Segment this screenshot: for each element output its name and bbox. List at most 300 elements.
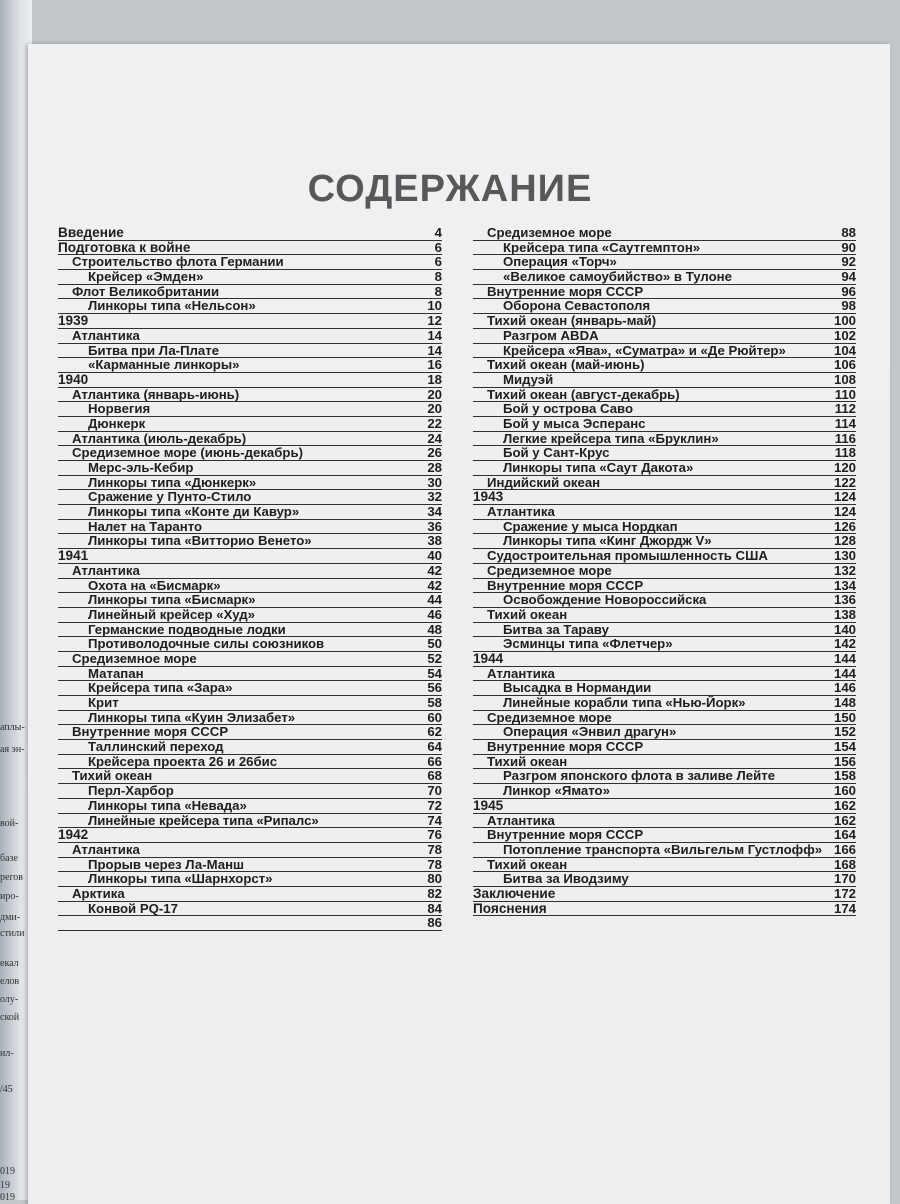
toc-entry [473, 505, 856, 520]
toc-entry [58, 623, 442, 638]
toc-entry-title: Линкоры типа «Куин Элизабет» [88, 709, 296, 725]
toc-entry-page: 62 [427, 724, 442, 740]
toc-entry-page: 10 [427, 298, 442, 314]
toc-entry-title: Бой у мыса Эсперанс [503, 415, 646, 431]
toc-entry-page: 98 [841, 298, 856, 314]
toc-entry-page: 130 [833, 548, 856, 564]
toc-entry-title: 1939 [58, 313, 89, 329]
toc-entry [473, 432, 856, 447]
toc-entry-title: 1941 [58, 548, 89, 564]
toc-entry [473, 314, 856, 329]
toc-entry [473, 725, 856, 740]
toc-entry [58, 520, 442, 535]
toc-entry-page: 14 [427, 342, 442, 358]
toc-entry-title: Налет на Таранто [88, 518, 203, 534]
toc-entry-page: 68 [427, 768, 442, 784]
toc-entry-page: 28 [427, 460, 442, 475]
toc-entry-page: 94 [841, 269, 856, 285]
edge-text-fragment: 019 [0, 1166, 15, 1177]
toc-entry-title: Сражение у мыса Нордкап [503, 518, 678, 534]
toc-entry [473, 608, 856, 623]
toc-entry-title: Оборона Севастополя [503, 298, 651, 314]
toc-entry-page: 172 [833, 885, 856, 901]
toc-entry-title: Дюнкерк [88, 415, 146, 431]
toc-entry [58, 505, 442, 520]
toc-entry [58, 681, 442, 696]
toc-entry-title: Линкоры типа «Саут Дакота» [503, 460, 694, 475]
toc-entry-title: Мидуэй [503, 371, 554, 387]
toc-entry-page: 138 [833, 606, 856, 622]
toc-entry-page: 114 [834, 415, 856, 431]
toc-column-left [58, 226, 442, 931]
toc-column-right [473, 226, 856, 916]
toc-entry [58, 270, 442, 285]
toc-entry [58, 608, 442, 623]
edge-text-fragment: ая эн- [0, 744, 25, 755]
toc-entry [473, 534, 856, 549]
toc-entry-page: 60 [427, 709, 442, 725]
toc-entry-title: Линкоры типа «Невада» [88, 797, 247, 813]
toc-entry [58, 872, 442, 887]
toc-entry [58, 461, 442, 476]
toc-entry [58, 373, 442, 388]
toc-entry-page: 128 [833, 533, 856, 549]
toc-entry-page: 116 [834, 430, 856, 446]
toc-entry-title: Линкоры типа «Бисмарк» [88, 592, 256, 608]
toc-entry-title: Освобождение Новороссийска [503, 592, 707, 608]
toc-entry-page: 22 [427, 415, 442, 431]
toc-entry-title: Линейные крейсера типа «Рипалс» [88, 812, 319, 828]
toc-entry-title: Крейсер «Эмден» [88, 269, 204, 285]
toc-entry-title: Атлантика [72, 562, 140, 578]
toc-entry-page: 50 [427, 636, 442, 652]
edge-text-fragment: дми- [0, 912, 21, 923]
toc-entry-title: Внутренние моря СССР [487, 827, 644, 843]
toc-entry-page: 52 [427, 650, 442, 666]
toc-entry-title: Подготовка к войне [58, 239, 191, 255]
toc-entry [58, 476, 442, 491]
toc-entry-title: Противолодочные силы союзников [88, 636, 325, 652]
toc-entry [58, 637, 442, 652]
toc-entry-title: Линкоры типа «Дюнкерк» [88, 474, 257, 490]
edge-text-fragment: /45 [0, 1084, 13, 1095]
toc-entry-title: Эсминцы типа «Флетчер» [503, 636, 673, 652]
toc-entry [473, 299, 856, 314]
toc-entry [58, 858, 442, 873]
toc-entry-title: Пояснения [473, 900, 547, 916]
toc-entry [473, 270, 856, 285]
toc-entry-title: Атлантика (январь-июнь) [72, 386, 240, 402]
toc-entry-page: 100 [833, 313, 856, 329]
toc-entry-page: 30 [427, 474, 442, 490]
toc-entry-title: Атлантика [72, 841, 140, 857]
toc-entry [58, 843, 442, 858]
toc-entry-title: Операция «Торч» [503, 254, 617, 270]
toc-entry-page: 156 [833, 753, 856, 769]
toc-entry-title: Линкоры типа «Нельсон» [88, 298, 256, 314]
toc-entry [58, 299, 442, 314]
toc-entry-page: 148 [833, 695, 856, 710]
toc-entry-page: 32 [427, 489, 442, 505]
toc-entry-page: 20 [427, 386, 442, 402]
toc-entry-page: 72 [427, 797, 442, 813]
toc-entry-title: Таллинский переход [88, 739, 224, 755]
toc-entry-page: 44 [427, 592, 442, 608]
toc-entry-page: 8 [434, 283, 442, 299]
toc-entry-title: Перл-Харбор [88, 783, 174, 799]
toc-entry-title: Бой у Сант-Крус [503, 445, 610, 461]
toc-entry-title: Легкие крейсера типа «Бруклин» [503, 430, 719, 446]
toc-entry-title: Тихий океан [487, 856, 568, 872]
toc-entry-title: «Карманные линкоры» [88, 357, 240, 373]
toc-entry-page: 174 [833, 900, 856, 916]
toc-entry-page: 144 [833, 665, 856, 681]
toc-entry-page: 70 [427, 783, 442, 799]
toc-entry [473, 652, 856, 667]
toc-entry [473, 402, 856, 417]
toc-entry [58, 358, 442, 373]
toc-entry [473, 667, 856, 682]
toc-entry-page: 146 [833, 680, 856, 696]
toc-entry-page: 42 [427, 562, 442, 578]
toc-entry [473, 755, 856, 770]
toc-entry [473, 799, 856, 814]
toc-entry-title: Линкор «Ямато» [503, 783, 610, 799]
toc-entry-title: Средиземное море [487, 562, 612, 578]
toc-entry-title: Разгром ABDA [503, 327, 599, 343]
toc-entry-page: 76 [427, 827, 442, 843]
toc-entry-title: Тихий океан [487, 753, 568, 769]
toc-entry [473, 549, 856, 564]
toc-entry-page: 106 [833, 357, 856, 373]
toc-entry [58, 740, 442, 755]
toc-entry [58, 916, 442, 931]
toc-entry-page: 152 [833, 724, 856, 740]
toc-entry-page: 170 [833, 871, 856, 887]
toc-entry [58, 814, 442, 829]
toc-entry [473, 828, 856, 843]
edge-text-fragment: ской [0, 1012, 20, 1023]
toc-entry-page: 48 [427, 621, 442, 637]
toc-entry [473, 285, 856, 300]
toc-entry [473, 858, 856, 873]
toc-entry [58, 417, 442, 432]
toc-entry-title: Внутренние моря СССР [487, 739, 644, 755]
toc-entry-title: Конвой PQ-17 [88, 900, 178, 916]
toc-entry [473, 814, 856, 829]
toc-entry-title: Средиземное море [487, 709, 612, 725]
toc-entry-page: 102 [833, 327, 856, 343]
edge-text-fragment: екал [0, 958, 19, 969]
toc-entry [58, 667, 442, 682]
toc-entry [58, 799, 442, 814]
toc-entry-title: Средиземное море [72, 650, 197, 666]
edge-text-fragment: елов [0, 976, 20, 987]
edge-text-fragment: иро- [0, 891, 19, 902]
toc-entry-title: Тихий океан [487, 606, 568, 622]
toc-entry-title: Атлантика (июль-декабрь) [72, 430, 247, 446]
toc-entry-title: Крит [88, 695, 119, 710]
toc-entry-page: 24 [427, 430, 442, 446]
toc-entry [473, 637, 856, 652]
toc-entry [58, 564, 442, 579]
toc-entry-page: 56 [427, 680, 442, 696]
toc-entry [58, 388, 442, 403]
toc-entry [473, 887, 856, 902]
toc-entry-page: 34 [427, 504, 442, 520]
toc-entry-title: Битва за Тараву [503, 621, 609, 637]
toc-entry-title: 1942 [58, 827, 89, 843]
toc-entry [58, 314, 442, 329]
toc-entry-page: 88 [841, 225, 856, 240]
toc-entry [58, 769, 442, 784]
toc-entry-title: Норвегия [88, 401, 151, 417]
toc-entry-page: 168 [833, 856, 856, 872]
toc-entry [473, 490, 856, 505]
toc-entry-title: Атлантика [487, 812, 555, 828]
toc-entry [473, 564, 856, 579]
toc-entry-title: Бой у острова Саво [503, 401, 634, 417]
toc-entry [58, 755, 442, 770]
toc-entry [473, 344, 856, 359]
toc-entry-title: Линкоры типа «Шарнхорст» [88, 871, 273, 887]
toc-entry-page: 36 [427, 518, 442, 534]
toc-entry-page: 160 [833, 783, 856, 799]
toc-entry [473, 388, 856, 403]
toc-entry [473, 373, 856, 388]
toc-entry-title: Индийский океан [487, 474, 601, 490]
toc-entry-page: 6 [434, 239, 442, 255]
toc-entry-page: 124 [833, 504, 856, 520]
toc-entry-page: 20 [427, 401, 442, 417]
toc-entry-page: 162 [833, 797, 856, 813]
toc-entry-page: 54 [427, 665, 442, 681]
toc-entry [58, 652, 442, 667]
edge-text-fragment: ил- [0, 1048, 14, 1059]
toc-entry [473, 769, 856, 784]
toc-entry-title: Охота на «Бисмарк» [88, 577, 221, 593]
toc-entry [58, 696, 442, 711]
toc-entry-title: Атлантика [72, 327, 140, 343]
toc-entry-title: Крейсера типа «Зара» [88, 680, 233, 696]
toc-entry-page: 82 [427, 885, 442, 901]
toc-entry-title: Матапан [88, 665, 144, 681]
toc-entry [473, 520, 856, 535]
toc-entry-page: 122 [833, 474, 856, 490]
toc-entry [473, 255, 856, 270]
edge-text-fragment: 019 [0, 1192, 15, 1203]
toc-entry-page: 140 [833, 621, 856, 637]
toc-entry-title: Прорыв через Ла-Манш [88, 856, 245, 872]
toc-entry [58, 534, 442, 549]
toc-entry [58, 579, 442, 594]
toc-entry-page: 58 [427, 695, 442, 710]
toc-entry-page: 40 [427, 548, 442, 564]
toc-entry-page: 16 [427, 357, 442, 373]
edge-text-fragment: базе [0, 853, 18, 864]
toc-entry-page: 108 [833, 371, 856, 387]
edge-text-fragment: олу- [0, 994, 19, 1005]
toc-entry-title: Битва при Ла-Плате [88, 342, 220, 358]
toc-entry [58, 593, 442, 608]
toc-entry-page: 110 [834, 386, 856, 402]
toc-entry-page: 154 [833, 739, 856, 755]
toc-entry-title: Внутренние моря СССР [72, 724, 229, 740]
toc-entry-title: Строительство флота Германии [72, 254, 284, 270]
toc-entry [58, 329, 442, 344]
toc-entry [473, 902, 856, 917]
edge-text-fragment: 19 [0, 1180, 10, 1191]
toc-entry-page: 74 [427, 812, 442, 828]
edge-text-fragment: стили [0, 928, 25, 939]
toc-entry-title: Тихий океан (январь-май) [487, 313, 657, 329]
toc-entry-page: 96 [841, 283, 856, 299]
toc-entry-page: 132 [833, 562, 856, 578]
toc-entry [473, 358, 856, 373]
toc-entry-page: 162 [833, 812, 856, 828]
toc-entry-page: 78 [427, 841, 442, 857]
toc-entry [473, 446, 856, 461]
toc-entry-title: Судостроительная промышленность США [487, 548, 768, 564]
toc-entry-title: Сражение у Пунто-Стило [88, 489, 252, 505]
toc-entry-title: 1943 [473, 489, 504, 505]
toc-entry [58, 241, 442, 256]
toc-entry-page: 66 [427, 753, 442, 769]
toc-entry-page: 118 [834, 445, 856, 461]
toc-entry-page: 126 [833, 518, 856, 534]
toc-entry-page: 14 [427, 327, 442, 343]
toc-entry-title: Крейсера «Ява», «Суматра» и «Де Рюйтер» [503, 342, 786, 358]
toc-entry-page: 84 [427, 900, 442, 916]
toc-entry-page: 92 [841, 254, 856, 270]
toc-entry-page: 26 [427, 445, 442, 461]
toc-entry-title: Германские подводные лодки [88, 621, 286, 637]
toc-entry-page: 124 [833, 489, 856, 505]
toc-entry-title: Внутренние моря СССР [487, 283, 644, 299]
toc-entry [58, 490, 442, 505]
toc-entry-page: 6 [434, 254, 442, 270]
toc-entry-title: Линкоры типа «Витторио Венето» [88, 533, 312, 549]
toc-entry-title: 1940 [58, 371, 89, 387]
toc-entry-page: 142 [833, 636, 856, 652]
toc-entry [473, 681, 856, 696]
toc-entry-page: 166 [833, 841, 856, 857]
toc-entry-page: 64 [427, 739, 442, 755]
toc-entry [58, 711, 442, 726]
toc-entry-title: Тихий океан (май-июнь) [487, 357, 645, 373]
edge-text-fragment: вой- [0, 818, 19, 829]
toc-entry-title: Мерс-эль-Кебир [88, 460, 194, 475]
toc-entry-title: Введение [58, 225, 124, 240]
toc-entry-page: 136 [833, 592, 856, 608]
toc-entry-page: 80 [427, 871, 442, 887]
toc-entry-title: Линейные корабли типа «Нью-Йорк» [503, 695, 746, 710]
toc-entry [58, 432, 442, 447]
toc-entry [473, 784, 856, 799]
toc-entry [473, 226, 856, 241]
toc-entry-page: 104 [833, 342, 856, 358]
toc-entry [473, 461, 856, 476]
toc-entry-title: Средиземное море [487, 225, 612, 240]
toc-entry-page: 12 [427, 313, 442, 329]
toc-entry-title: Средиземное море (июнь-декабрь) [72, 445, 303, 461]
toc-entry-title: Потопление транспорта «Вильгельм Густлофф» [503, 841, 823, 857]
toc-entry [58, 887, 442, 902]
toc-entry-page: 150 [833, 709, 856, 725]
toc-entry [473, 579, 856, 594]
toc-entry [473, 476, 856, 491]
toc-entry [58, 725, 442, 740]
toc-entry-title: Атлантика [487, 665, 555, 681]
toc-entry-page: 158 [833, 768, 856, 784]
toc-entry-title: Линкоры типа «Конте ди Кавур» [88, 504, 300, 520]
toc-entry-page: 144 [833, 650, 856, 666]
toc-entry-title: Операция «Энвил драгун» [503, 724, 677, 740]
toc-entry [58, 549, 442, 564]
toc-entry-page: 112 [834, 401, 856, 417]
toc-entry-title: Внутренние моря СССР [487, 577, 644, 593]
toc-entry-title: Битва за Иводзиму [503, 871, 629, 887]
toc-entry [473, 417, 856, 432]
toc-entry-page: 38 [427, 533, 442, 549]
toc-entry-page: 86 [427, 915, 442, 931]
toc-entry [473, 872, 856, 887]
toc-entry [473, 740, 856, 755]
toc-entry [58, 402, 442, 417]
toc-entry [58, 226, 442, 241]
page-title: СОДЕРЖАНИЕ [307, 168, 593, 210]
toc-entry-title: «Великое самоубийство» в Тулоне [503, 269, 732, 285]
toc-entry-page: 4 [434, 225, 442, 240]
toc-entry [473, 696, 856, 711]
edge-text-fragment: аплы- [0, 722, 25, 733]
toc-entry-title: Разгром японского флота в заливе Лейте [503, 768, 776, 784]
toc-entry [473, 329, 856, 344]
toc-entry-page: 8 [434, 269, 442, 285]
toc-entry-page: 42 [427, 577, 442, 593]
toc-entry [473, 593, 856, 608]
toc-entry-title: Линейный крейсер «Худ» [88, 606, 255, 622]
toc-entry [58, 828, 442, 843]
toc-entry-title: Крейсера проекта 26 и 26бис [88, 753, 278, 769]
toc-entry-page: 120 [833, 460, 856, 475]
toc-entry [58, 446, 442, 461]
edge-text-fragment: регов [0, 872, 24, 883]
toc-entry-page: 46 [427, 606, 442, 622]
toc-entry [473, 623, 856, 638]
toc-entry-title: Крейсера типа «Саутгемптон» [503, 239, 701, 255]
toc-entry-page: 18 [427, 371, 442, 387]
toc-entry-title: Заключение [473, 885, 556, 901]
toc-entry-title: Флот Великобритании [72, 283, 220, 299]
toc-entry [58, 784, 442, 799]
toc-entry-title: 1945 [473, 797, 504, 813]
toc-entry [473, 843, 856, 858]
toc-entry-title: Высадка в Нормандии [503, 680, 652, 696]
toc-entry-page: 78 [427, 856, 442, 872]
toc-entry [58, 255, 442, 270]
toc-entry-page: 90 [841, 239, 856, 255]
toc-entry [473, 241, 856, 256]
toc-entry-title: Линкоры типа «Кинг Джордж V» [503, 533, 712, 549]
toc-entry-title: Тихий океан (август-декабрь) [487, 386, 680, 402]
toc-entry [58, 344, 442, 359]
toc-entry [473, 711, 856, 726]
toc-entry-title: 1944 [473, 650, 504, 666]
toc-entry-title: Тихий океан [72, 768, 153, 784]
toc-entry [58, 285, 442, 300]
toc-entry-page: 134 [833, 577, 856, 593]
